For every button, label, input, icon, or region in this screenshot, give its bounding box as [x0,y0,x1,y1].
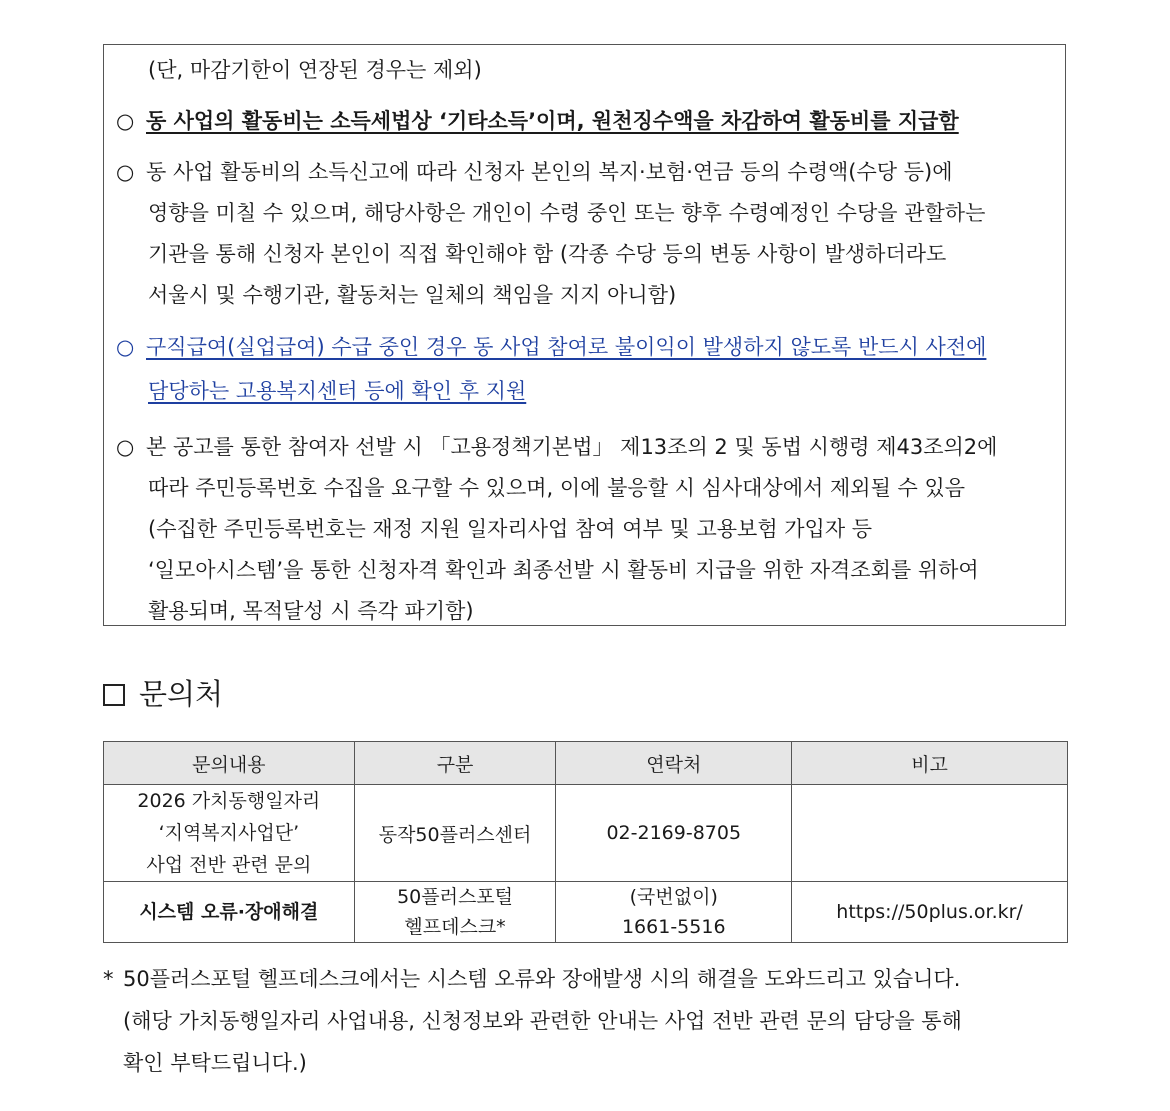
notice-item-income-line-3: 기관을 통해 신청자 본인이 직접 확인해야 함 (각종 수당 등의 변동 사항이 발생하더라도 [148,242,947,266]
notice-item-income-line-1: ○ 동 사업 활동비의 소득신고에 따라 신청자 본인의 복지·보험·연금 등의 수령액(수당 등)에 [116,160,953,184]
notice-item-jobseeker-line-1: ○ 구직급여(실업급여) 수급 중인 경우 동 사업 참여로 불이익이 발생하지 않도록 반드시 사전에 [116,335,987,359]
row2-category: 50플러스포털 헬프데스크* [354,882,556,943]
footnote-line-1: * 50플러스포털 헬프데스크에서는 시스템 오류와 장애발생 시의 해결을 도와드리고 있습니다. [103,967,961,991]
row1-category: 동작50플러스센터 [354,785,556,882]
notice-item-tax [116,108,959,134]
header-category: 구분 [354,742,556,785]
table-row [104,785,1068,882]
bullet-circle: ○ [116,335,135,359]
row2-phone: (국번없이) 1661-5516 [556,882,792,943]
notice-item-jobseeker-line-2: 담당하는 고용복지센터 등에 확인 후 지원 [148,379,527,403]
notice-item-income-line-2: 영향을 미칠 수 있으며, 해당사항은 개인이 수령 중인 또는 향후 수령예정인 수당을 관할하는 [148,201,986,225]
footnote-line-2: (해당 가치동행일자리 사업내용, 신청정보와 관련한 안내는 사업 전반 관련 문의 담당을 통해 [123,1009,962,1033]
notice-item-resident-id-line-5: 활용되며, 목적달성 시 즉각 파기함) [148,599,474,623]
header-note: 비고 [792,742,1068,785]
contact-section-title: 문의처 [103,676,223,712]
bullet-circle: ○ [116,435,135,459]
bullet-circle: ○ [116,160,135,184]
row1-phone: 02-2169-8705 [556,785,792,882]
notice-item-income-line-4: 서울시 및 수행기관, 활동처는 일체의 책임을 지지 아니함) [148,283,677,307]
header-phone: 연락처 [556,742,792,785]
footnote-line-3: 확인 부탁드립니다.) [123,1051,307,1075]
row2-note-link[interactable]: https://50plus.or.kr/ [792,882,1068,943]
footnote-asterisk: * [103,967,114,991]
bullet-circle: ○ [116,109,135,133]
notice-item-tax-text: 동 사업의 활동비는 소득세법상 ‘기타소득’이며, 원천징수액을 차감하여 활동비를 지급함 [146,109,959,133]
notice-deadline-line: (단, 마감기한이 연장된 경우는 제외) [148,58,482,82]
header-inquiry: 문의내용 [104,742,355,785]
contact-table [103,741,1068,943]
contact-table-header-row [104,742,1068,785]
table-row [104,882,1068,943]
row2-inquiry: 시스템 오류·장애해결 [104,882,355,943]
notice-item-resident-id-line-4: ‘일모아시스템’을 통한 신청자격 확인과 최종선발 시 활동비 지급을 위한 자격조회를 위하여 [148,558,979,582]
notice-item-resident-id-line-1: ○ 본 공고를 통한 참여자 선발 시 「고용정책기본법」 제13조의 2 및 동법 시행령 제43조의2에 [116,435,998,459]
notice-item-resident-id-line-3: (수집한 주민등록번호는 재정 지원 일자리사업 참여 여부 및 고용보험 가입자 등 [148,517,873,541]
row1-note [792,785,1068,882]
row1-inquiry: 2026 가치동행일자리 ‘지역복지사업단’ 사업 전반 관련 문의 [104,785,355,882]
notice-box [103,44,1066,626]
checkbox-square-icon [103,684,125,706]
notice-item-resident-id-line-2: 따라 주민등록번호 수집을 요구할 수 있으며, 이에 불응할 시 심사대상에서 제외될 수 있음 [148,476,966,500]
